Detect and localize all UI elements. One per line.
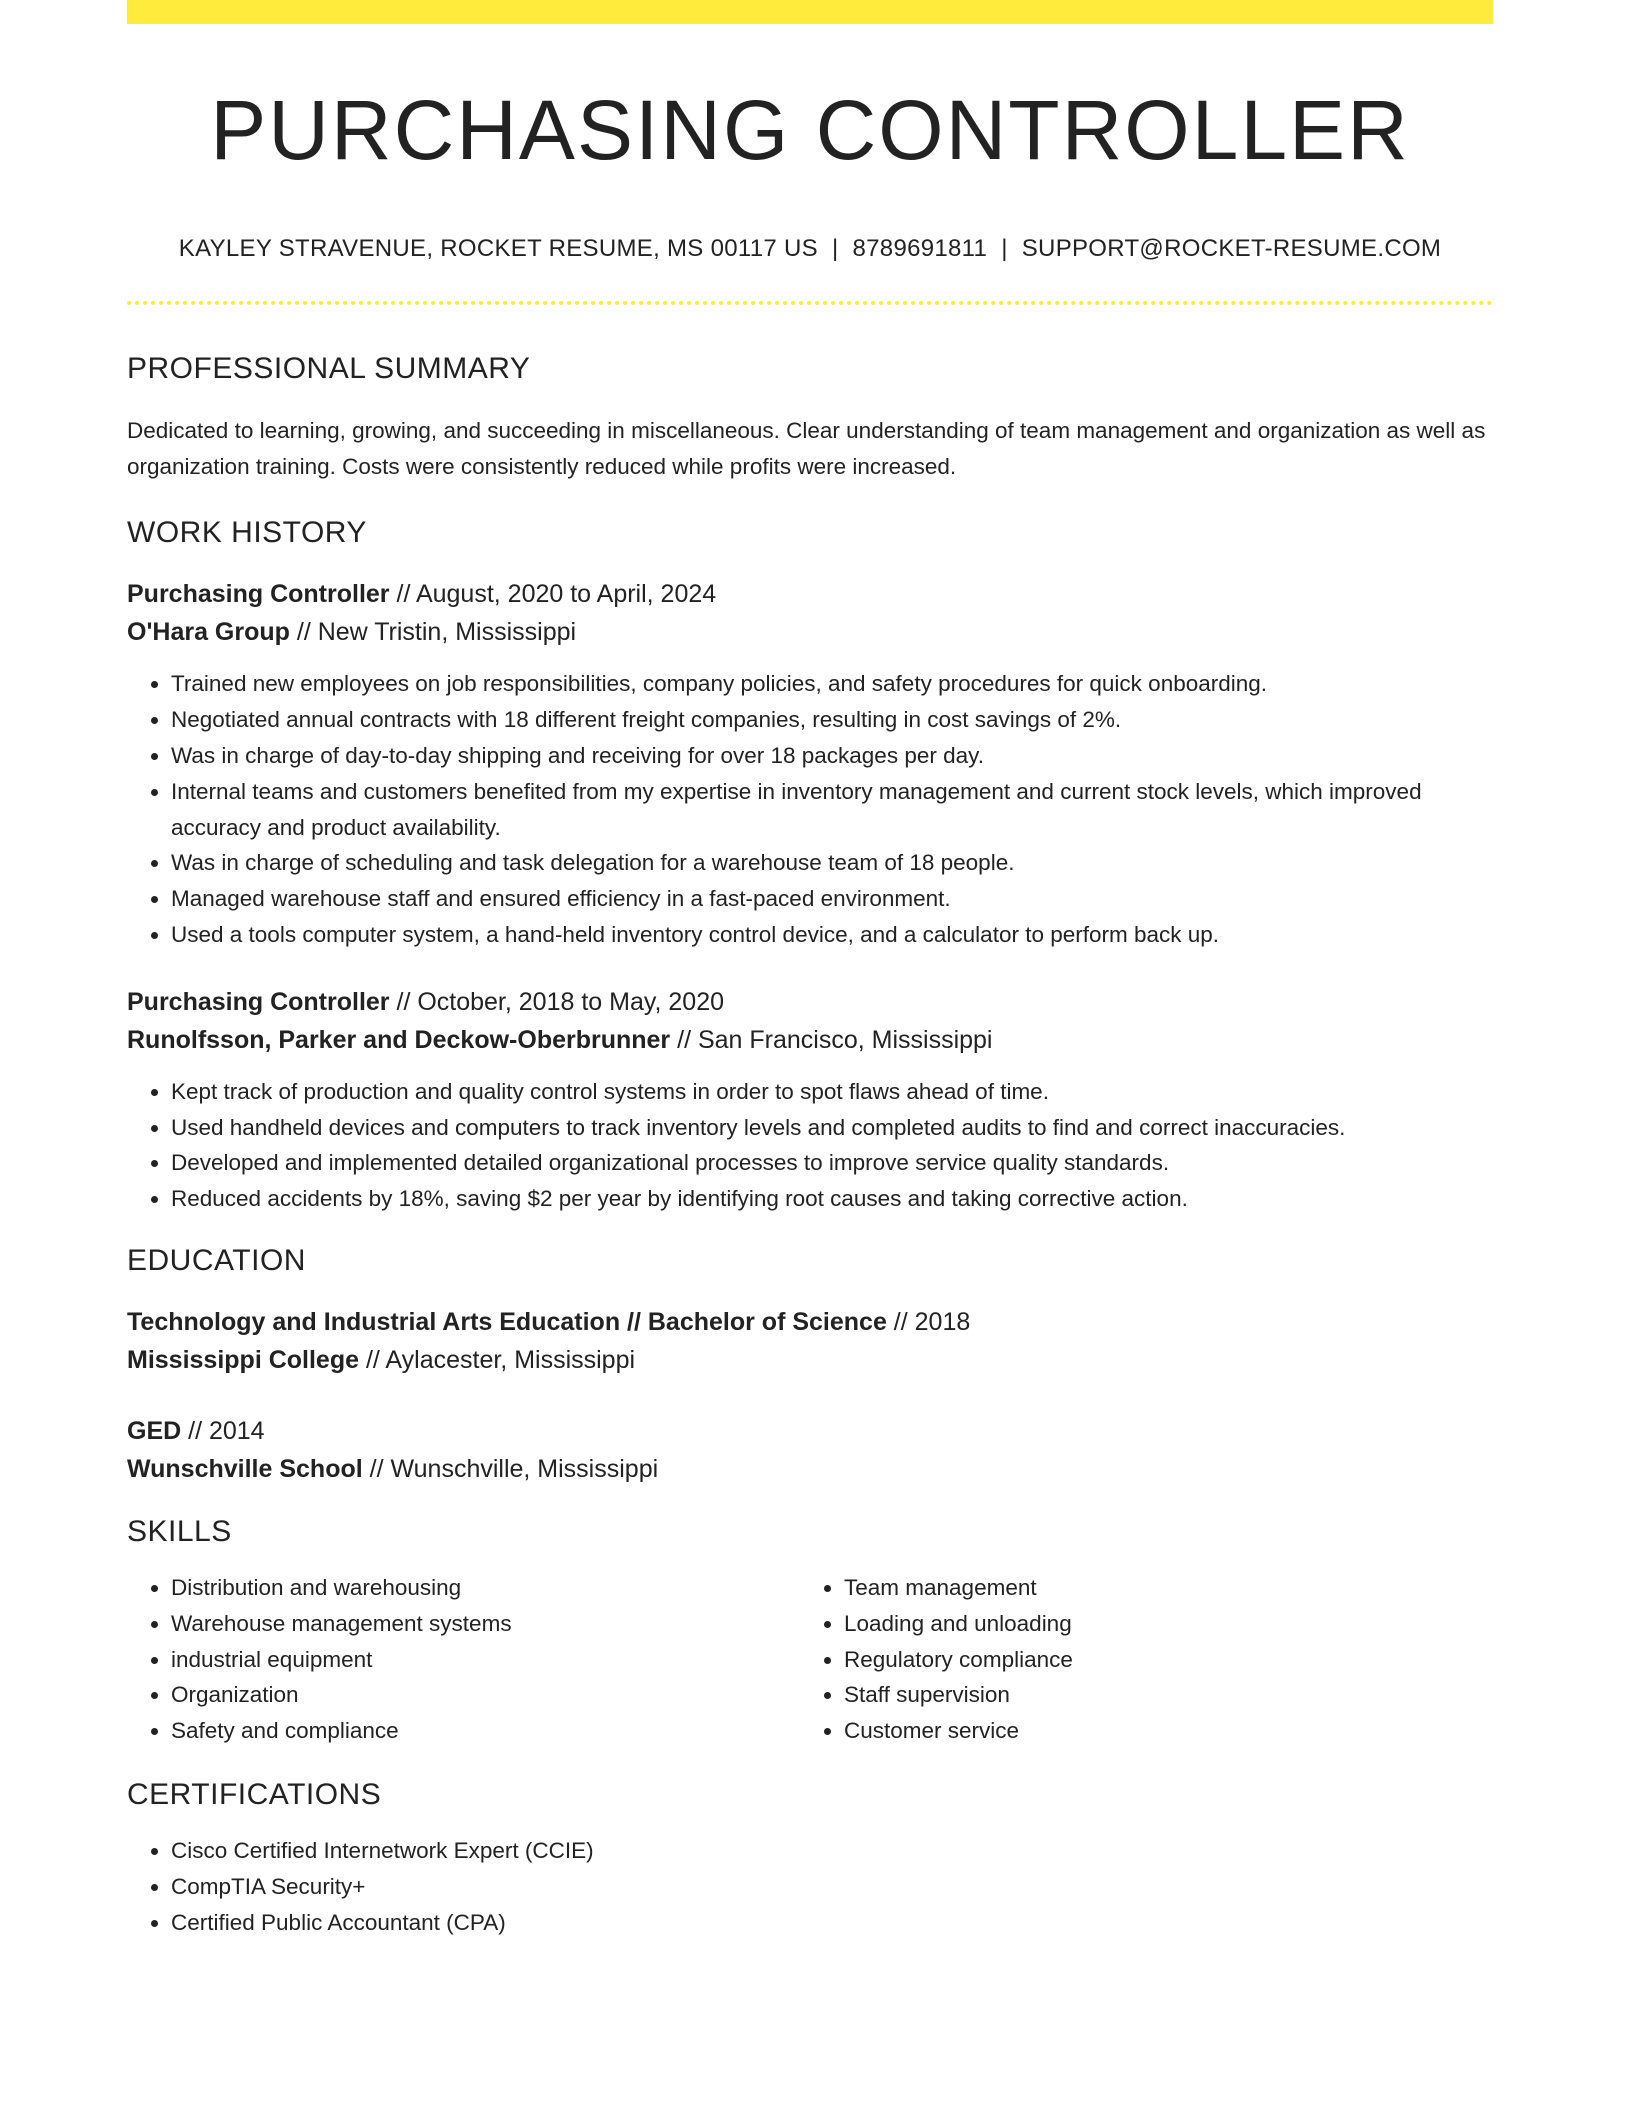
job-company-line [127, 613, 1493, 651]
job-bullets [127, 666, 1493, 952]
certification-item: • Certified Public Accountant (CPA) [171, 1905, 1493, 1941]
skills-grid [127, 1570, 1493, 1749]
job-bullet: • Used a tools computer system, a hand-held inventory control device, and a calculator to perform back up. [171, 917, 1493, 953]
education-location: // Wunschville, Mississippi [362, 1454, 659, 1483]
job-bullet: • Managed warehouse staff and ensured efficiency in a fast-paced environment. [171, 881, 1493, 917]
job-bullet: • Internal teams and customers benefited from my expertise in inventory management and current stock levels, which improved accuracy and product availability. [171, 774, 1493, 846]
job-bullet: • Negotiated annual contracts with 18 different freight companies, resulting in cost savings of 2%. [171, 702, 1493, 738]
job-bullet: • Developed and implemented detailed organizational processes to improve service quality standards. [171, 1145, 1493, 1181]
education-heading: EDUCATION [127, 1243, 306, 1277]
contact-line [127, 235, 1493, 264]
job-bullet: • Was in charge of day-to-day shipping and receiving for over 18 packages per day. [171, 738, 1493, 774]
education-school: Wunschville School [127, 1454, 363, 1483]
education-school-line [127, 1341, 1493, 1379]
job-title: Purchasing Controller [127, 580, 390, 609]
job-location: // San Francisco, Mississippi [670, 1025, 993, 1054]
job-title: Purchasing Controller [127, 987, 390, 1016]
job-bullet: • Trained new employees on job responsibilities, company policies, and safety procedures for quick onboarding. [171, 666, 1493, 702]
header-divider [127, 301, 1493, 305]
job-dates: // October, 2018 to May, 2020 [389, 987, 725, 1016]
job-location: // New Tristin, Mississippi [289, 618, 577, 647]
skills-column-left [127, 1570, 800, 1749]
skill-item: • Team management [844, 1570, 1473, 1606]
skills-heading: SKILLS [127, 1514, 232, 1548]
work-history-heading: WORK HISTORY [127, 516, 367, 550]
education-location: // Aylacester, Mississippi [359, 1345, 636, 1374]
job-title-line [127, 575, 1493, 613]
education-year: // 2014 [181, 1416, 265, 1445]
education-degree-line [127, 1303, 1493, 1341]
education-entry [127, 1412, 1493, 1488]
education-school-line [127, 1450, 1493, 1488]
job-bullet: • Reduced accidents by 18%, saving $2 per year by identifying root causes and taking corrective action. [171, 1181, 1493, 1217]
education-degree: GED [127, 1416, 182, 1445]
resume-title: PURCHASING CONTROLLER [210, 83, 1410, 177]
contact-email: SUPPORT@ROCKET-RESUME.COM [1021, 234, 1442, 262]
skill-item: • Distribution and warehousing [171, 1570, 800, 1606]
summary-text: Dedicated to learning, growing, and succeeding in miscellaneous. Clear understanding of team management and organization as well as organization training. Costs were consistently reduced while profits were increased. [127, 418, 1486, 480]
skill-item: • Organization [171, 1677, 800, 1713]
job-dates: // August, 2020 to April, 2024 [389, 580, 717, 609]
job-company: O'Hara Group [127, 618, 290, 647]
job-bullets [127, 1074, 1493, 1217]
job-entry [127, 575, 1493, 952]
top-accent-bar [127, 0, 1493, 24]
contact-separator: | [1001, 234, 1008, 262]
resume-page [127, 0, 1493, 1940]
skill-item: • industrial equipment [171, 1642, 800, 1678]
education-entry [127, 1303, 1493, 1379]
job-company: Runolfsson, Parker and Deckow-Oberbrunner [127, 1025, 671, 1054]
education-degree-line [127, 1412, 1493, 1450]
skill-item: • Safety and compliance [171, 1713, 800, 1749]
skill-item: • Loading and unloading [844, 1606, 1473, 1642]
job-company-line [127, 1021, 1493, 1059]
job-bullet: • Was in charge of scheduling and task delegation for a warehouse team of 18 people. [171, 845, 1493, 881]
job-bullet: • Kept track of production and quality control systems in order to spot flaws ahead of time. [171, 1074, 1493, 1110]
skill-item: • Warehouse management systems [171, 1606, 800, 1642]
contact-phone: 8789691811 [852, 234, 988, 262]
certification-item: • CompTIA Security+ [171, 1869, 1493, 1905]
skill-item: • Regulatory compliance [844, 1642, 1473, 1678]
contact-address: KAYLEY STRAVENUE, ROCKET RESUME, MS 00117 US [178, 234, 818, 262]
job-bullet: • Used handheld devices and computers to track inventory levels and completed audits to find and correct inaccuracies. [171, 1110, 1493, 1146]
education-year: // 2018 [886, 1307, 971, 1336]
contact-separator: | [831, 234, 839, 262]
skill-item: • Staff supervision [844, 1677, 1473, 1713]
job-entry [127, 983, 1493, 1217]
skill-item: • Customer service [844, 1713, 1473, 1749]
certifications-heading: CERTIFICATIONS [127, 1777, 382, 1811]
job-title-line [127, 983, 1493, 1021]
skills-column-right [800, 1570, 1473, 1749]
certifications-list [127, 1833, 1493, 1940]
summary-heading: PROFESSIONAL SUMMARY [127, 352, 531, 386]
education-school: Mississippi College [127, 1345, 360, 1374]
education-degree: Technology and Industrial Arts Education // Bachelor of Science [127, 1307, 887, 1336]
certification-item: • Cisco Certified Internetwork Expert (CCIE) [171, 1833, 1493, 1869]
